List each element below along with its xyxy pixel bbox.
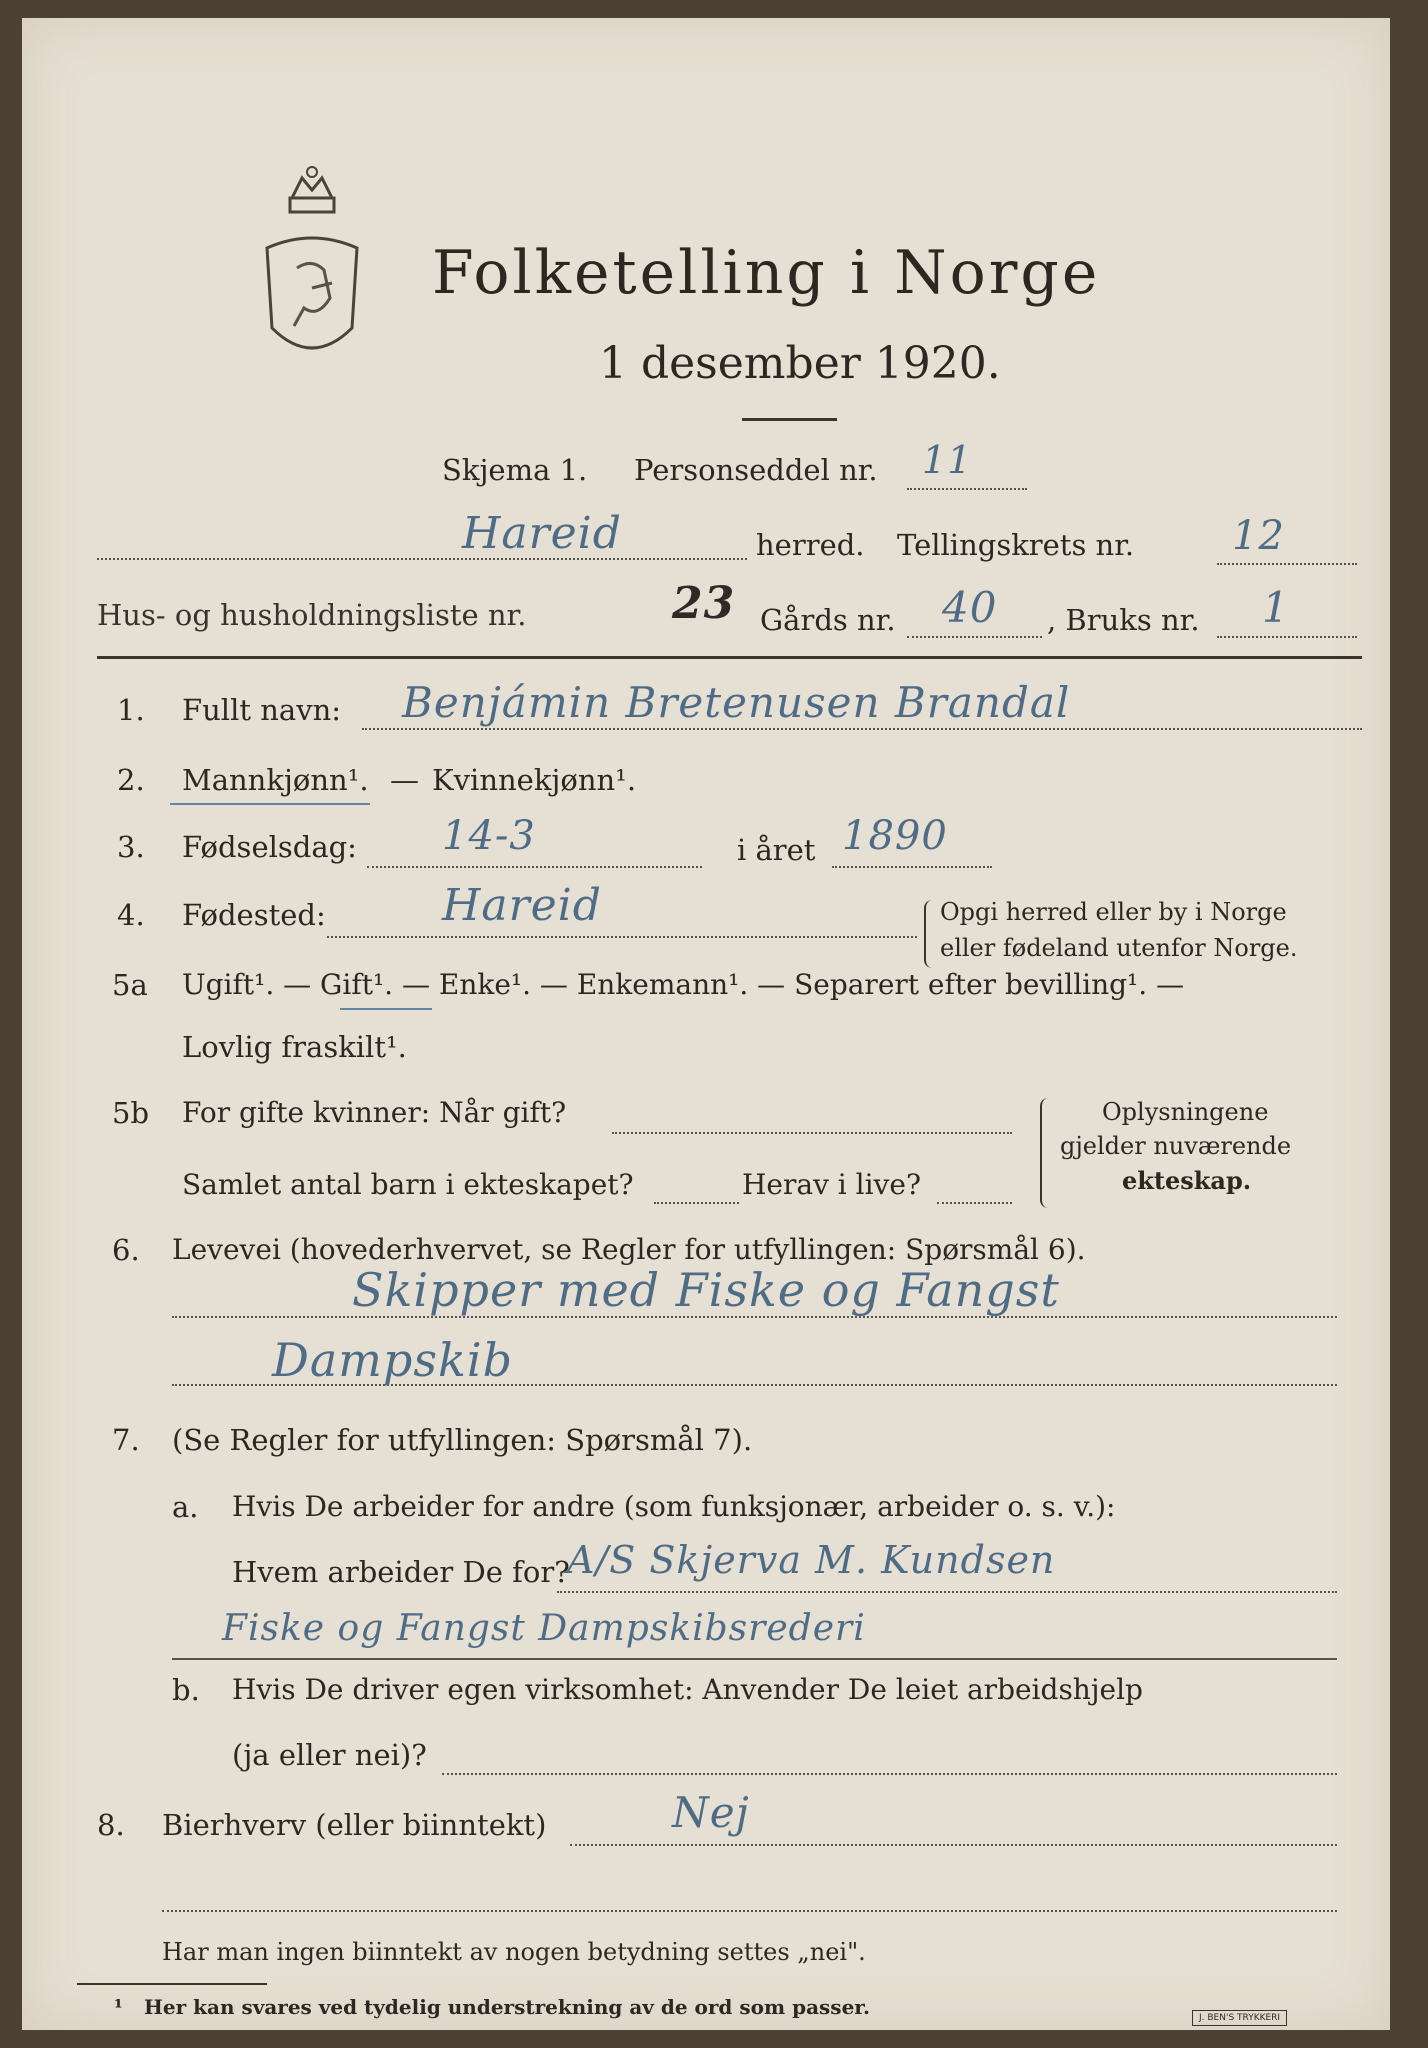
q4-note-line1: Opgi herred eller by i Norge: [940, 898, 1287, 926]
tellingskrets-line: [1217, 563, 1357, 565]
personseddel-label: Personseddel nr.: [634, 453, 878, 487]
tellingskrets-value: 12: [1232, 513, 1285, 559]
herred-label: herred.: [756, 528, 865, 562]
q3-year-value: 1890: [842, 813, 948, 859]
q6-value-line2: Dampskib: [272, 1333, 514, 1387]
gards-line: [907, 636, 1042, 638]
bruks-label: , Bruks nr.: [1047, 603, 1200, 637]
q2-mann: Mannkjønn¹.: [182, 763, 369, 797]
q4-label: Fødested:: [182, 898, 326, 932]
q6-value-line1: Skipper med Fiske og Fangst: [352, 1263, 1060, 1317]
husholdning-value: 23: [672, 578, 736, 629]
q3-year-line: [832, 866, 992, 868]
q7a-line2: Hvem arbeider De for?: [232, 1555, 570, 1589]
q8-label: Bierhverv (eller biinntekt): [162, 1808, 547, 1842]
q5a-line1: Ugift¹. — Gift¹. — Enke¹. — Enkemann¹. — Separert efter bevilling¹. —: [182, 968, 1185, 1001]
q7a-value-line2: Fiske og Fangst Dampskibsrederi: [222, 1608, 866, 1649]
census-date: 1 desember 1920.: [599, 338, 1001, 389]
q2-kvinne: Kvinnekjønn¹.: [432, 763, 637, 797]
q5a-number: 5a: [112, 968, 148, 1002]
q5b-note-line3: ekteskap.: [1122, 1166, 1252, 1195]
footnote-rule: [77, 1983, 267, 1985]
q7a-answer-line1: [557, 1591, 1337, 1593]
coat-of-arms-emblem: [252, 158, 372, 378]
title-divider: [742, 418, 837, 421]
q7a-value-line1: A/S Skjerva M. Kundsen: [567, 1538, 1056, 1582]
q7-label: (Se Regler for utfyllingen: Spørsmål 7).: [172, 1423, 753, 1457]
husholdning-label: Hus- og husholdningsliste nr.: [97, 598, 527, 632]
q5b-alive-label: Herav i live?: [742, 1168, 921, 1201]
q1-value: Benjámin Bretenusen Brandal: [402, 678, 1071, 727]
q3-line: [367, 866, 702, 868]
q2-mann-underline: [170, 803, 370, 805]
q7b-answer-line: [442, 1773, 1337, 1775]
q2-number: 2.: [117, 763, 145, 797]
bruks-line: [1217, 636, 1357, 638]
q4-line: [327, 936, 917, 938]
q4-note-line2: eller fødeland utenfor Norge.: [940, 934, 1298, 962]
bruks-value: 1: [1262, 583, 1290, 632]
footer-note: Har man ingen biinntekt av nogen betydning settes „nei".: [162, 1938, 866, 1966]
q4-value: Hareid: [442, 880, 602, 931]
personseddel-line: [907, 488, 1027, 490]
q5b-alive-line: [937, 1202, 1012, 1204]
q6-label: Levevei (hovederhvervet, se Regler for utfyllingen: Spørsmål 6).: [172, 1233, 1086, 1266]
gards-label: Gårds nr.: [760, 603, 896, 637]
q8-line2: [162, 1910, 1337, 1912]
q1-line: [362, 728, 1362, 730]
footnote-mark: ¹: [114, 1995, 123, 2019]
footnote-text: Her kan svares ved tydelig understrekning av de ord som passer.: [144, 1995, 870, 2019]
q5b-children-label: Samlet antal barn i ekteskapet?: [182, 1168, 634, 1201]
printer-stamp: J. BEN'S TRYKKERI: [1192, 2010, 1287, 2026]
gards-value: 40: [942, 583, 998, 632]
q5b-note-line1: Oplysningene: [1102, 1098, 1269, 1126]
q7a-answer-line2: [172, 1658, 1337, 1660]
q3-number: 3.: [117, 830, 145, 864]
q3-label: Fødselsdag:: [182, 830, 357, 864]
q7b-line2: (ja eller nei)?: [232, 1738, 427, 1772]
census-form: [22, 18, 1390, 2030]
q8-number: 8.: [97, 1808, 125, 1842]
q2-separator: —: [390, 763, 419, 797]
q7a-line1: Hvis De arbeider for andre (som funksjonær, arbeider o. s. v.):: [232, 1490, 1116, 1523]
q4-brace: [924, 900, 936, 968]
q5b-children-line: [654, 1202, 739, 1204]
q1-number: 1.: [117, 693, 145, 727]
personseddel-value: 11: [922, 438, 973, 482]
q1-label: Fullt navn:: [182, 693, 342, 727]
skjema-label: Skjema 1.: [442, 453, 588, 487]
q7a-letter: a.: [172, 1490, 199, 1524]
q3-date-value: 14-3: [442, 813, 536, 859]
q3-year-label: i året: [737, 833, 816, 867]
q5b-brace: [1040, 1098, 1054, 1208]
q5b-line1: For gifte kvinner: Når gift?: [182, 1096, 567, 1129]
herred-value: Hareid: [462, 508, 622, 559]
q6-number: 6.: [112, 1233, 140, 1267]
q5b-note-line2: gjelder nuværende: [1060, 1132, 1292, 1160]
q5a-line2: Lovlig fraskilt¹.: [182, 1030, 407, 1064]
form-title: Folketelling i Norge: [432, 238, 1101, 308]
tellingskrets-label: Tellingskrets nr.: [897, 528, 1135, 562]
herred-line: [97, 558, 747, 560]
header-rule: [97, 656, 1362, 659]
q8-value: Nej: [672, 1788, 750, 1837]
q7-number: 7.: [112, 1423, 140, 1457]
q5a-gift-underline: [340, 1008, 432, 1010]
q5b-married-line: [612, 1132, 1012, 1134]
q7b-line1: Hvis De driver egen virksomhet: Anvender De leiet arbeidshjelp: [232, 1673, 1143, 1706]
q8-line1: [570, 1844, 1337, 1846]
q5b-number: 5b: [112, 1096, 150, 1130]
q4-number: 4.: [117, 898, 145, 932]
q7b-letter: b.: [172, 1673, 200, 1707]
